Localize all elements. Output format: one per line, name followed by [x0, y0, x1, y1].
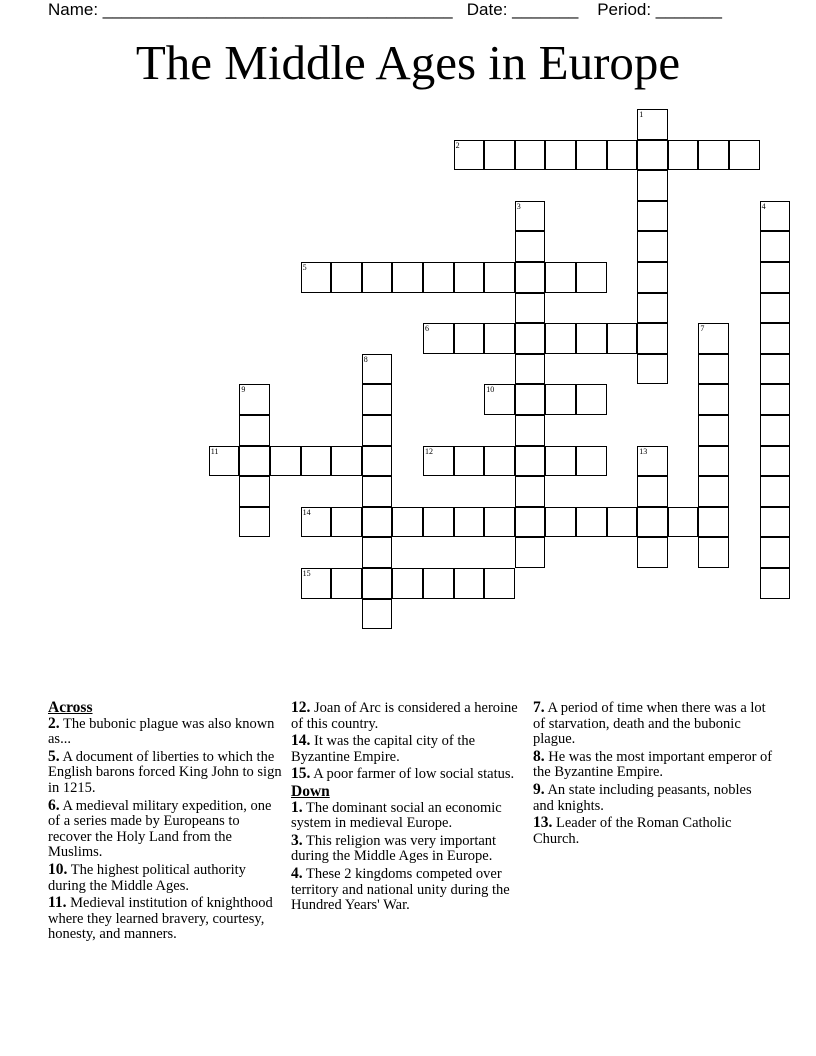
crossword-cell[interactable]	[637, 231, 668, 262]
clue-across-5: 5. A document of liberties to which the English barons forced King John to sign in 1215.	[48, 747, 282, 796]
crossword-cell[interactable]	[392, 568, 423, 599]
clue-number: 10	[486, 385, 495, 395]
crossword-cell[interactable]	[331, 446, 362, 477]
crossword-cell[interactable]	[515, 231, 546, 262]
crossword-cell[interactable]	[484, 446, 515, 477]
clue-down-4: 4. These 2 kingdoms competed over territory and national unity during the Hundred Years' War.	[291, 864, 510, 914]
crossword-cell[interactable]	[637, 446, 668, 477]
crossword-cell[interactable]	[454, 507, 485, 538]
crossword-cell[interactable]	[362, 507, 393, 538]
crossword-cell[interactable]	[301, 262, 332, 293]
crossword-cell[interactable]	[698, 446, 729, 477]
crossword-cell[interactable]	[607, 323, 638, 354]
crossword-cell[interactable]	[760, 293, 791, 324]
page-title: The Middle Ages in Europe	[135, 35, 681, 90]
crossword-cell[interactable]	[239, 384, 270, 415]
clue-number: 5	[302, 263, 307, 272]
crossword-cell[interactable]	[515, 354, 546, 385]
crossword-cell[interactable]	[239, 507, 270, 538]
crossword-cell[interactable]	[362, 415, 393, 446]
crossword-cell[interactable]	[545, 446, 576, 477]
crossword-cell[interactable]	[515, 507, 546, 538]
clue-number: 6	[425, 324, 429, 334]
crossword-cell[interactable]	[637, 201, 668, 232]
crossword-cell[interactable]	[423, 507, 454, 538]
crossword-cell[interactable]	[515, 201, 546, 232]
crossword-cell[interactable]	[362, 354, 393, 385]
crossword-cell[interactable]	[454, 568, 485, 599]
crossword-cell[interactable]	[362, 384, 393, 415]
crossword-cell[interactable]	[484, 568, 515, 599]
clue-number: 12	[425, 446, 433, 456]
crossword-cell[interactable]	[637, 537, 668, 568]
clue-number: 14	[302, 507, 311, 517]
crossword-cell[interactable]	[760, 323, 791, 354]
crossword-cell[interactable]	[392, 262, 423, 293]
crossword-cell[interactable]	[760, 507, 791, 538]
crossword-cell[interactable]	[301, 507, 332, 538]
crossword-cell[interactable]	[545, 507, 576, 538]
crossword-cell[interactable]	[637, 507, 668, 538]
clue-number: 9	[241, 385, 246, 395]
crossword-cell[interactable]	[576, 507, 607, 538]
clue-number: 2	[455, 140, 460, 150]
clue-across-10: 10. The highest political authority during the Middle Ages.	[48, 860, 246, 894]
clue-across-12: 12. Joan of Arc is considered a heroine of this country.	[291, 699, 518, 732]
crossword-cell[interactable]	[545, 140, 576, 171]
crossword-cell[interactable]	[698, 384, 729, 415]
crossword-cell[interactable]	[698, 140, 729, 171]
crossword-cell[interactable]	[515, 293, 546, 324]
clue-across-6: 6. A medieval military expedition, one of a series made by Europeans to recover the Holy Land from the Muslims.	[48, 796, 272, 861]
crossword-cell[interactable]	[637, 354, 668, 385]
crossword-cell[interactable]	[637, 476, 668, 507]
crossword-cell[interactable]	[760, 568, 791, 599]
crossword-cell[interactable]	[607, 140, 638, 171]
crossword-cell[interactable]	[576, 384, 607, 415]
clue-down-1: 1. The dominant social an economic system in medieval Europe.	[291, 798, 502, 832]
crossword-cell[interactable]	[760, 231, 791, 262]
crossword-cell[interactable]	[484, 323, 515, 354]
crossword-cell[interactable]	[607, 507, 638, 538]
clue-down-8: 8. He was the most important emperor of the Byzantine Empire.	[533, 747, 773, 781]
crossword-cell[interactable]	[576, 262, 607, 293]
clue-across-15: 15. A poor farmer of low social status.	[291, 765, 515, 783]
crossword-cell[interactable]	[331, 262, 362, 293]
crossword-cell[interactable]	[668, 507, 699, 538]
crossword-cell[interactable]	[698, 476, 729, 507]
crossword-cell[interactable]	[515, 323, 546, 354]
clue-column-2	[291, 700, 526, 915]
clue-down-9: 9. An state including peasants, nobles and knights.	[533, 780, 752, 814]
crossword-cell[interactable]	[515, 262, 546, 293]
clue-down-7: 7. A period of time when there was a lot of starvation, death and the bubonic plague.	[533, 699, 766, 748]
crossword-cell[interactable]	[239, 415, 270, 446]
crossword-cell[interactable]	[515, 140, 546, 171]
crossword-cell[interactable]	[637, 262, 668, 293]
crossword-cell[interactable]	[515, 384, 546, 415]
crossword-cell[interactable]	[698, 323, 729, 354]
clue-number: 11	[210, 446, 219, 456]
crossword-cell[interactable]	[729, 140, 760, 171]
crossword-cell[interactable]	[760, 201, 791, 232]
crossword-cell[interactable]	[545, 262, 576, 293]
crossword-cell[interactable]	[637, 170, 668, 201]
crossword-cell[interactable]	[698, 354, 729, 385]
crossword-cell[interactable]	[637, 323, 668, 354]
clue-across-11: 11. Medieval institution of knighthood where they learned bravery, courtesy, honesty, and manners.	[48, 894, 273, 943]
crossword-cell[interactable]	[484, 384, 515, 415]
crossword-cell[interactable]	[545, 323, 576, 354]
crossword-cell[interactable]	[454, 262, 485, 293]
crossword-cell[interactable]	[760, 537, 791, 568]
clue-down-3: 3. This religion was very important during the Middle Ages in Europe.	[291, 831, 497, 865]
crossword-cell[interactable]	[454, 446, 485, 477]
crossword-cell[interactable]	[362, 476, 393, 507]
crossword-cell[interactable]	[576, 323, 607, 354]
crossword-cell[interactable]	[698, 537, 729, 568]
crossword-cell[interactable]	[454, 323, 485, 354]
crossword-cell[interactable]	[698, 415, 729, 446]
crossword-cell[interactable]	[362, 262, 393, 293]
crossword-cell[interactable]	[637, 293, 668, 324]
crossword-cell[interactable]	[515, 415, 546, 446]
crossword-cell[interactable]	[760, 446, 791, 477]
crossword-cell[interactable]	[423, 568, 454, 599]
clue-number: 1	[639, 110, 644, 119]
clue-number: 4	[761, 201, 766, 211]
crossword-cell[interactable]	[423, 446, 454, 477]
crossword-cell[interactable]	[698, 507, 729, 538]
crossword-cell[interactable]	[515, 537, 546, 568]
crossword-cell[interactable]	[423, 323, 454, 354]
crossword-cell[interactable]	[423, 262, 454, 293]
crossword-cell[interactable]	[545, 384, 576, 415]
clue-down-13: 13. Leader of the Roman Catholic Church.	[533, 814, 732, 847]
crossword-cell[interactable]	[760, 354, 791, 385]
crossword-cell[interactable]	[362, 537, 393, 568]
clue-number: 7	[700, 324, 705, 334]
crossword-cell[interactable]	[484, 507, 515, 538]
header-fields: Name: _____________________________________ Date: _______ Period: _______	[48, 0, 722, 19]
crossword-cell[interactable]	[270, 446, 301, 477]
clue-column-3	[533, 700, 773, 848]
crossword-cell[interactable]	[362, 568, 393, 599]
across-heading: Across	[48, 699, 93, 716]
crossword-cell[interactable]	[760, 476, 791, 507]
clue-number: 8	[363, 354, 368, 364]
crossword-cell[interactable]	[331, 568, 362, 599]
crossword-cell[interactable]	[637, 140, 668, 171]
clue-across-2: 2. The bubonic plague was also known as...	[48, 714, 275, 748]
crossword-cell[interactable]	[760, 262, 791, 293]
crossword-cell[interactable]	[301, 446, 332, 477]
crossword-cell[interactable]	[760, 415, 791, 446]
crossword-cell[interactable]	[239, 476, 270, 507]
clue-number: 3	[516, 201, 521, 211]
clue-column-1	[48, 700, 283, 944]
crossword-cell[interactable]	[484, 140, 515, 171]
clue-across-14: 14. It was the capital city of the Byzantine Empire.	[291, 732, 476, 765]
crossword-cell[interactable]	[362, 446, 393, 477]
crossword-cell[interactable]	[515, 476, 546, 507]
crossword-cell[interactable]	[576, 446, 607, 477]
crossword-cell[interactable]	[331, 507, 362, 538]
crossword-cell[interactable]	[454, 140, 485, 171]
crossword-cell[interactable]	[301, 568, 332, 599]
crossword-cell[interactable]	[515, 446, 546, 477]
crossword-cell[interactable]	[760, 384, 791, 415]
crossword-cell[interactable]	[362, 599, 393, 630]
crossword-cell[interactable]	[239, 446, 270, 477]
crossword-cell[interactable]	[576, 140, 607, 171]
clue-number: 15	[302, 569, 311, 578]
down-heading: Down	[291, 782, 330, 800]
crossword-cell[interactable]	[392, 507, 423, 538]
crossword-cell[interactable]	[484, 262, 515, 293]
crossword-cell[interactable]	[668, 140, 699, 171]
clue-number: 13	[639, 446, 648, 456]
crossword-cell[interactable]	[209, 446, 240, 477]
crossword-cell[interactable]	[637, 109, 668, 140]
